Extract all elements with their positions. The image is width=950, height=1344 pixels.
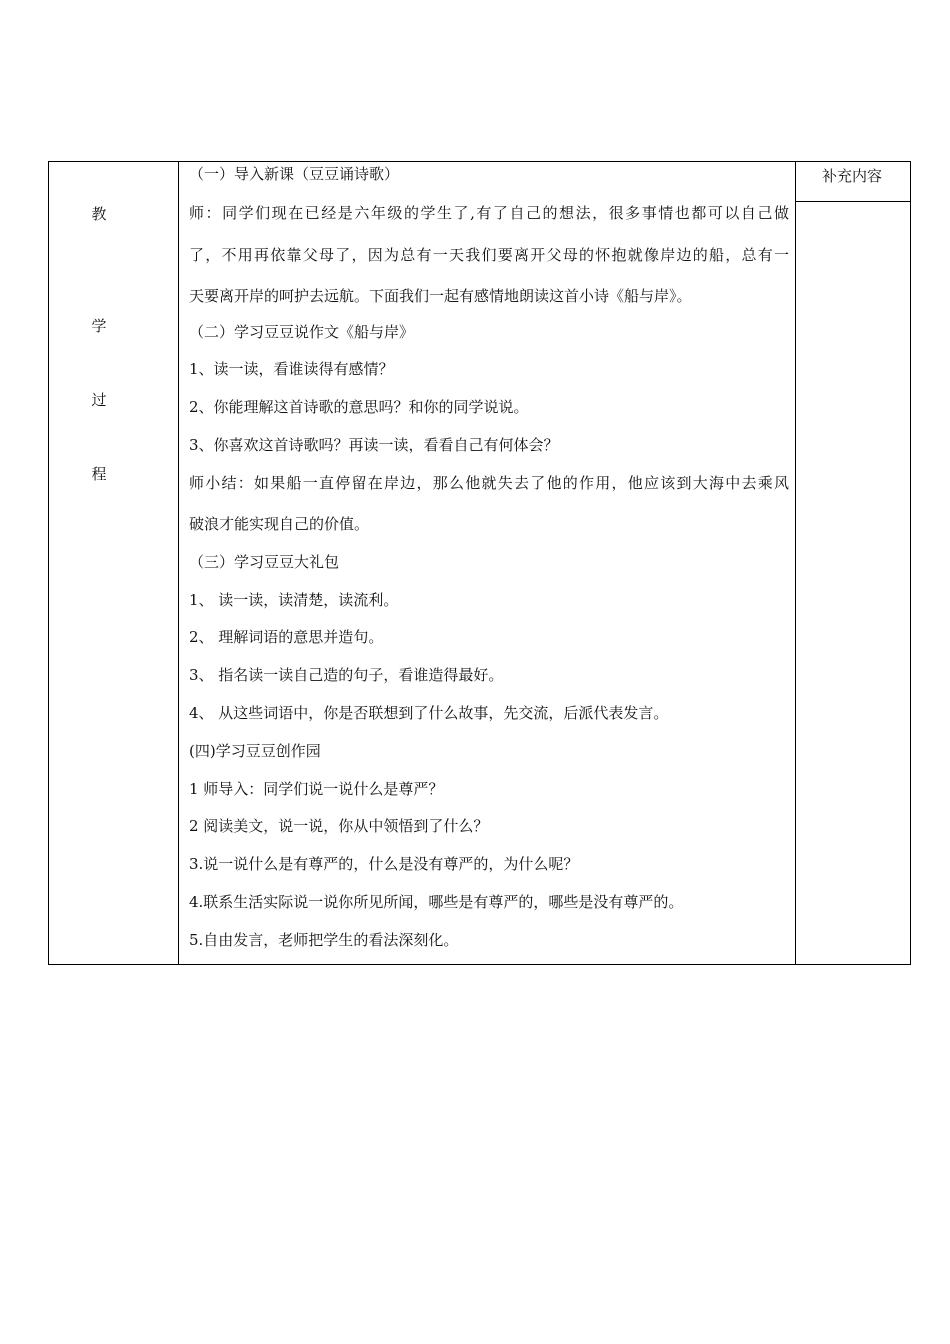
list-item: 1 师导入：同学们说一说什么是尊严？ — [189, 780, 444, 798]
paragraph-line: 师小结：如果船一直停留在岸边，那么他就失去了他的作用，他应该到大海中去乘风 — [189, 474, 789, 492]
paragraph-line: 师：同学们现在已经是六年级的学生了,有了自己的想法，很多事情也都可以自己做 — [189, 204, 789, 222]
list-item: 2 阅读美文，说一说，你从中领悟到了什么？ — [189, 817, 489, 835]
left-label-char-2: 学 — [91, 317, 107, 335]
supplement-header: 补充内容 — [821, 167, 882, 185]
lesson-table — [48, 161, 911, 965]
list-item: 4、 从这些词语中，你是否联想到了什么故事，先交流，后派代表发言。 — [189, 704, 669, 722]
left-label-char-1: 教 — [91, 205, 107, 223]
list-item: 1、 读一读，读清楚，读流利。 — [189, 591, 399, 609]
column-divider-right — [795, 162, 796, 964]
section-heading-4: (四)学习豆豆创作园 — [189, 742, 321, 760]
section-heading-2: （二）学习豆豆说作文《船与岸》 — [189, 323, 415, 341]
paragraph-line: 天要离开岸的呵护去远航。下面我们一起有感情地朗读这首小诗《船与岸》。 — [189, 287, 692, 305]
section-heading-1: （一）导入新课（豆豆诵诗歌） — [189, 165, 400, 183]
column-divider-left — [178, 162, 179, 964]
list-item: 2、 理解词语的意思并造句。 — [189, 628, 384, 646]
supplement-header-divider — [795, 201, 910, 202]
list-item: 5.自由发言，老师把学生的看法深刻化。 — [189, 931, 459, 949]
list-item: 2、你能理解这首诗歌的意思吗？和你的同学说说。 — [189, 398, 529, 416]
list-item: 4.联系生活实际说一说你所见所闻，哪些是有尊严的，哪些是没有尊严的。 — [189, 893, 684, 911]
section-heading-3: （三）学习豆豆大礼包 — [189, 553, 340, 571]
paragraph-line: 了，不用再依靠父母了，因为总有一天我们要离开父母的怀抱就像岸边的船，总有一 — [189, 246, 789, 264]
left-label-char-3: 过 — [91, 391, 107, 409]
left-label-char-4: 程 — [91, 465, 107, 483]
list-item: 3、你喜欢这首诗歌吗？再读一读，看看自己有何体会？ — [189, 436, 559, 454]
list-item: 1、读一读，看谁读得有感情？ — [189, 360, 394, 378]
list-item: 3、 指名读一读自己造的句子，看谁造得最好。 — [189, 666, 504, 684]
paragraph-line: 破浪才能实现自己的价值。 — [189, 515, 370, 533]
list-item: 3.说一说什么是有尊严的，什么是没有尊严的，为什么呢？ — [189, 855, 579, 873]
